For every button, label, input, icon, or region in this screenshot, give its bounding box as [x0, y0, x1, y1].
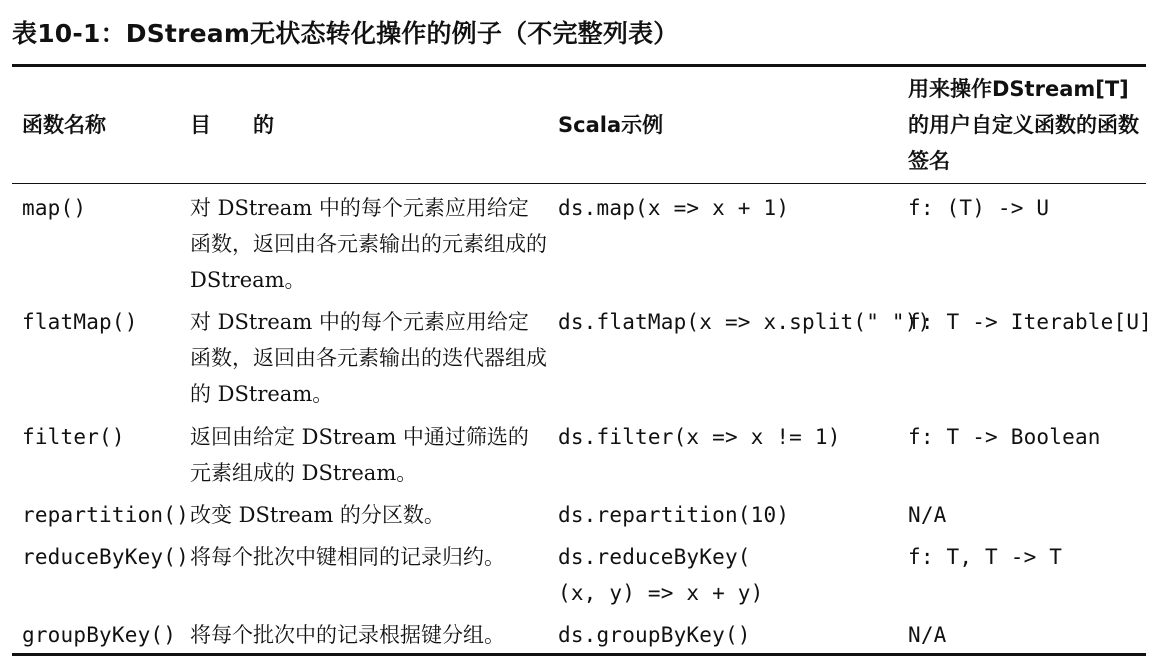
- cell-function: reduceByKey(): [22, 545, 189, 569]
- cell-purpose: 对 DStream 中的每个元素应用给定函数，返回由各元素输出的元素组成的 DStream。: [190, 196, 547, 292]
- table-row: [12, 298, 1146, 413]
- cell-signature: f: (T) -> U: [908, 196, 1050, 220]
- cell-signature: N/A: [908, 503, 947, 527]
- cell-signature: f: T -> Boolean: [908, 425, 1101, 449]
- cell-signature: f: T, T -> T: [908, 545, 1063, 569]
- header-signature: 用来操作DStream[T]的用户自定义函数的函数签名: [908, 77, 1139, 173]
- cell-purpose: 改变 DStream 的分区数。: [190, 503, 445, 527]
- cell-function: filter(): [22, 425, 125, 449]
- table-row: [12, 413, 1146, 491]
- cell-example: ds.repartition(10): [558, 503, 790, 527]
- cell-purpose: 将每个批次中的记录根据键分组。: [190, 623, 505, 647]
- cell-purpose: 对 DStream 中的每个元素应用给定函数，返回由各元素输出的迭代器组成的 DStream。: [190, 310, 547, 406]
- cell-function: repartition(): [22, 503, 189, 527]
- table-caption: 表10-1：DStream无状态转化操作的例子（不完整列表）: [12, 19, 679, 48]
- cell-example: ds.groupByKey(): [558, 623, 751, 647]
- table-row: [12, 611, 1146, 655]
- header-function-name: 函数名称: [22, 113, 106, 137]
- table-row: [12, 184, 1146, 299]
- cell-example: ds.map(x => x + 1): [558, 196, 790, 220]
- cell-example: ds.filter(x => x != 1): [558, 425, 841, 449]
- cell-function: flatMap(): [22, 310, 138, 334]
- header-row: [12, 66, 1146, 184]
- cell-example: ds.flatMap(x => x.split(" ")): [558, 310, 931, 334]
- cell-signature: f: T -> Iterable[U]: [908, 310, 1153, 334]
- table-row: [12, 533, 1146, 611]
- cell-purpose: 返回由给定 DStream 中通过筛选的元素组成的 DStream。: [190, 425, 529, 485]
- table-header: [12, 66, 1146, 184]
- cell-example: ds.reduceByKey( (x, y) => x + y): [558, 545, 764, 605]
- header-scala-example: Scala示例: [558, 113, 664, 137]
- cell-signature: N/A: [908, 623, 947, 647]
- table-row: [12, 491, 1146, 533]
- cell-function: map(): [22, 196, 87, 220]
- cell-purpose: 将每个批次中键相同的记录归约。: [190, 545, 505, 569]
- dstream-transformations-table: [12, 64, 1153, 656]
- header-purpose: 目 的: [190, 113, 274, 137]
- table-body: [12, 184, 1153, 655]
- cell-function: groupByKey(): [22, 623, 177, 647]
